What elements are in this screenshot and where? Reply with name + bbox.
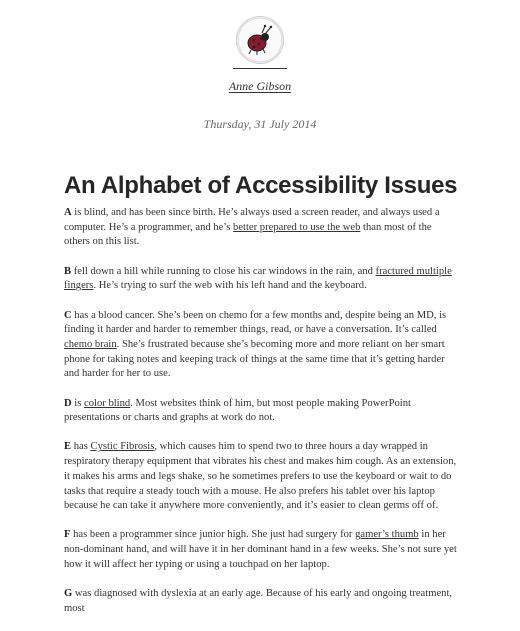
paragraph-g: [64, 587, 460, 616]
paragraph-text: has a blood cancer. She’s been on chemo for a few months and, despite being an MD, is finding it harder and harder to remember things, read, or have a conversation. It’s called: [64, 309, 447, 336]
paragraph-f: [64, 528, 460, 572]
paragraph-a: [64, 206, 460, 250]
link-chemo-brain[interactable]: chemo brain: [64, 338, 117, 350]
link-color-blind[interactable]: color blind: [84, 397, 131, 409]
link-cystic-fibrosis[interactable]: Cystic Fibrosis: [90, 441, 155, 453]
paragraph-text: in her non-dominant hand, and will have it in her dominant hand in a few weeks. She’s not sure yet how it will affect her typing or using a touchpad on her laptop.: [64, 529, 457, 570]
paragraph-letter: D: [64, 397, 72, 409]
paragraph-letter: C: [64, 309, 72, 321]
post-date: Thursday, 31 July 2014: [203, 117, 317, 131]
link-fractured-fingers[interactable]: fractured multiple fingers: [64, 265, 452, 292]
post-title: An Alphabet of Accessibility Issues: [64, 172, 458, 199]
paragraph-text: than most of the others on this list.: [64, 221, 432, 248]
paragraph-text: . He’s trying to surf the web with his left hand and the keyboard.: [93, 280, 367, 292]
paragraph-text: . She’s frustrated because she’s becoming more and more reliant on her smart phone for taking notes and keeping track of things at the same time that it’s getting harder and harder for her to use.: [64, 338, 445, 380]
paragraph-text: , which causes him to spend two to three hours a day wrapped in respiratory therapy equipment that vibrates his chest and makes him cough. As an extension, it makes his arms and legs shake, so he sometimes prefers to use the keyboard or wait to do tasks that require a steady touch with a mouse. He also prefers his tablet over his laptop because he can take it anywhere more conveniently, and it’s easier to clean germs off of.: [64, 441, 457, 512]
author-link[interactable]: Anne Gibson: [228, 79, 292, 93]
blog-header: [0, 16, 520, 132]
paragraph-text: was diagnosed with dyslexia at an early age. Because of his early and ongoing treatment, most: [64, 588, 453, 614]
paragraph-text: has been a programmer since junior high. She just had surgery for: [70, 529, 356, 541]
link-better-prepared[interactable]: better prepared to use the web: [233, 221, 361, 233]
paragraph-letter: A: [64, 207, 72, 218]
paragraph-letter: B: [64, 265, 72, 277]
paragraph-c: [64, 309, 460, 383]
post-body: [64, 206, 460, 631]
paragraph-text: fell down a hill while running to close his car windows in the rain, and: [71, 265, 376, 277]
paragraph-d: [64, 397, 460, 426]
paragraph-e: [64, 440, 460, 514]
paragraph-letter: G: [64, 588, 73, 600]
paragraph-text: is: [71, 397, 85, 409]
paragraph-text: has: [71, 441, 91, 453]
paragraph-letter: E: [64, 441, 72, 453]
paragraph-text: is blind, and has been since birth. He’s always used a screen reader, and always used a computer. He’s a programmer, and he’s: [64, 207, 440, 233]
ladybug-logo-icon[interactable]: [236, 16, 284, 64]
paragraph-letter: F: [64, 529, 71, 541]
logo-divider: [233, 68, 287, 69]
paragraph-text: . Most websites think of him, but most people making PowerPoint presentations or charts and graphs at work do not.: [64, 397, 411, 424]
paragraph-b: [64, 265, 460, 294]
link-gamers-thumb[interactable]: gamer’s thumb: [355, 529, 419, 541]
